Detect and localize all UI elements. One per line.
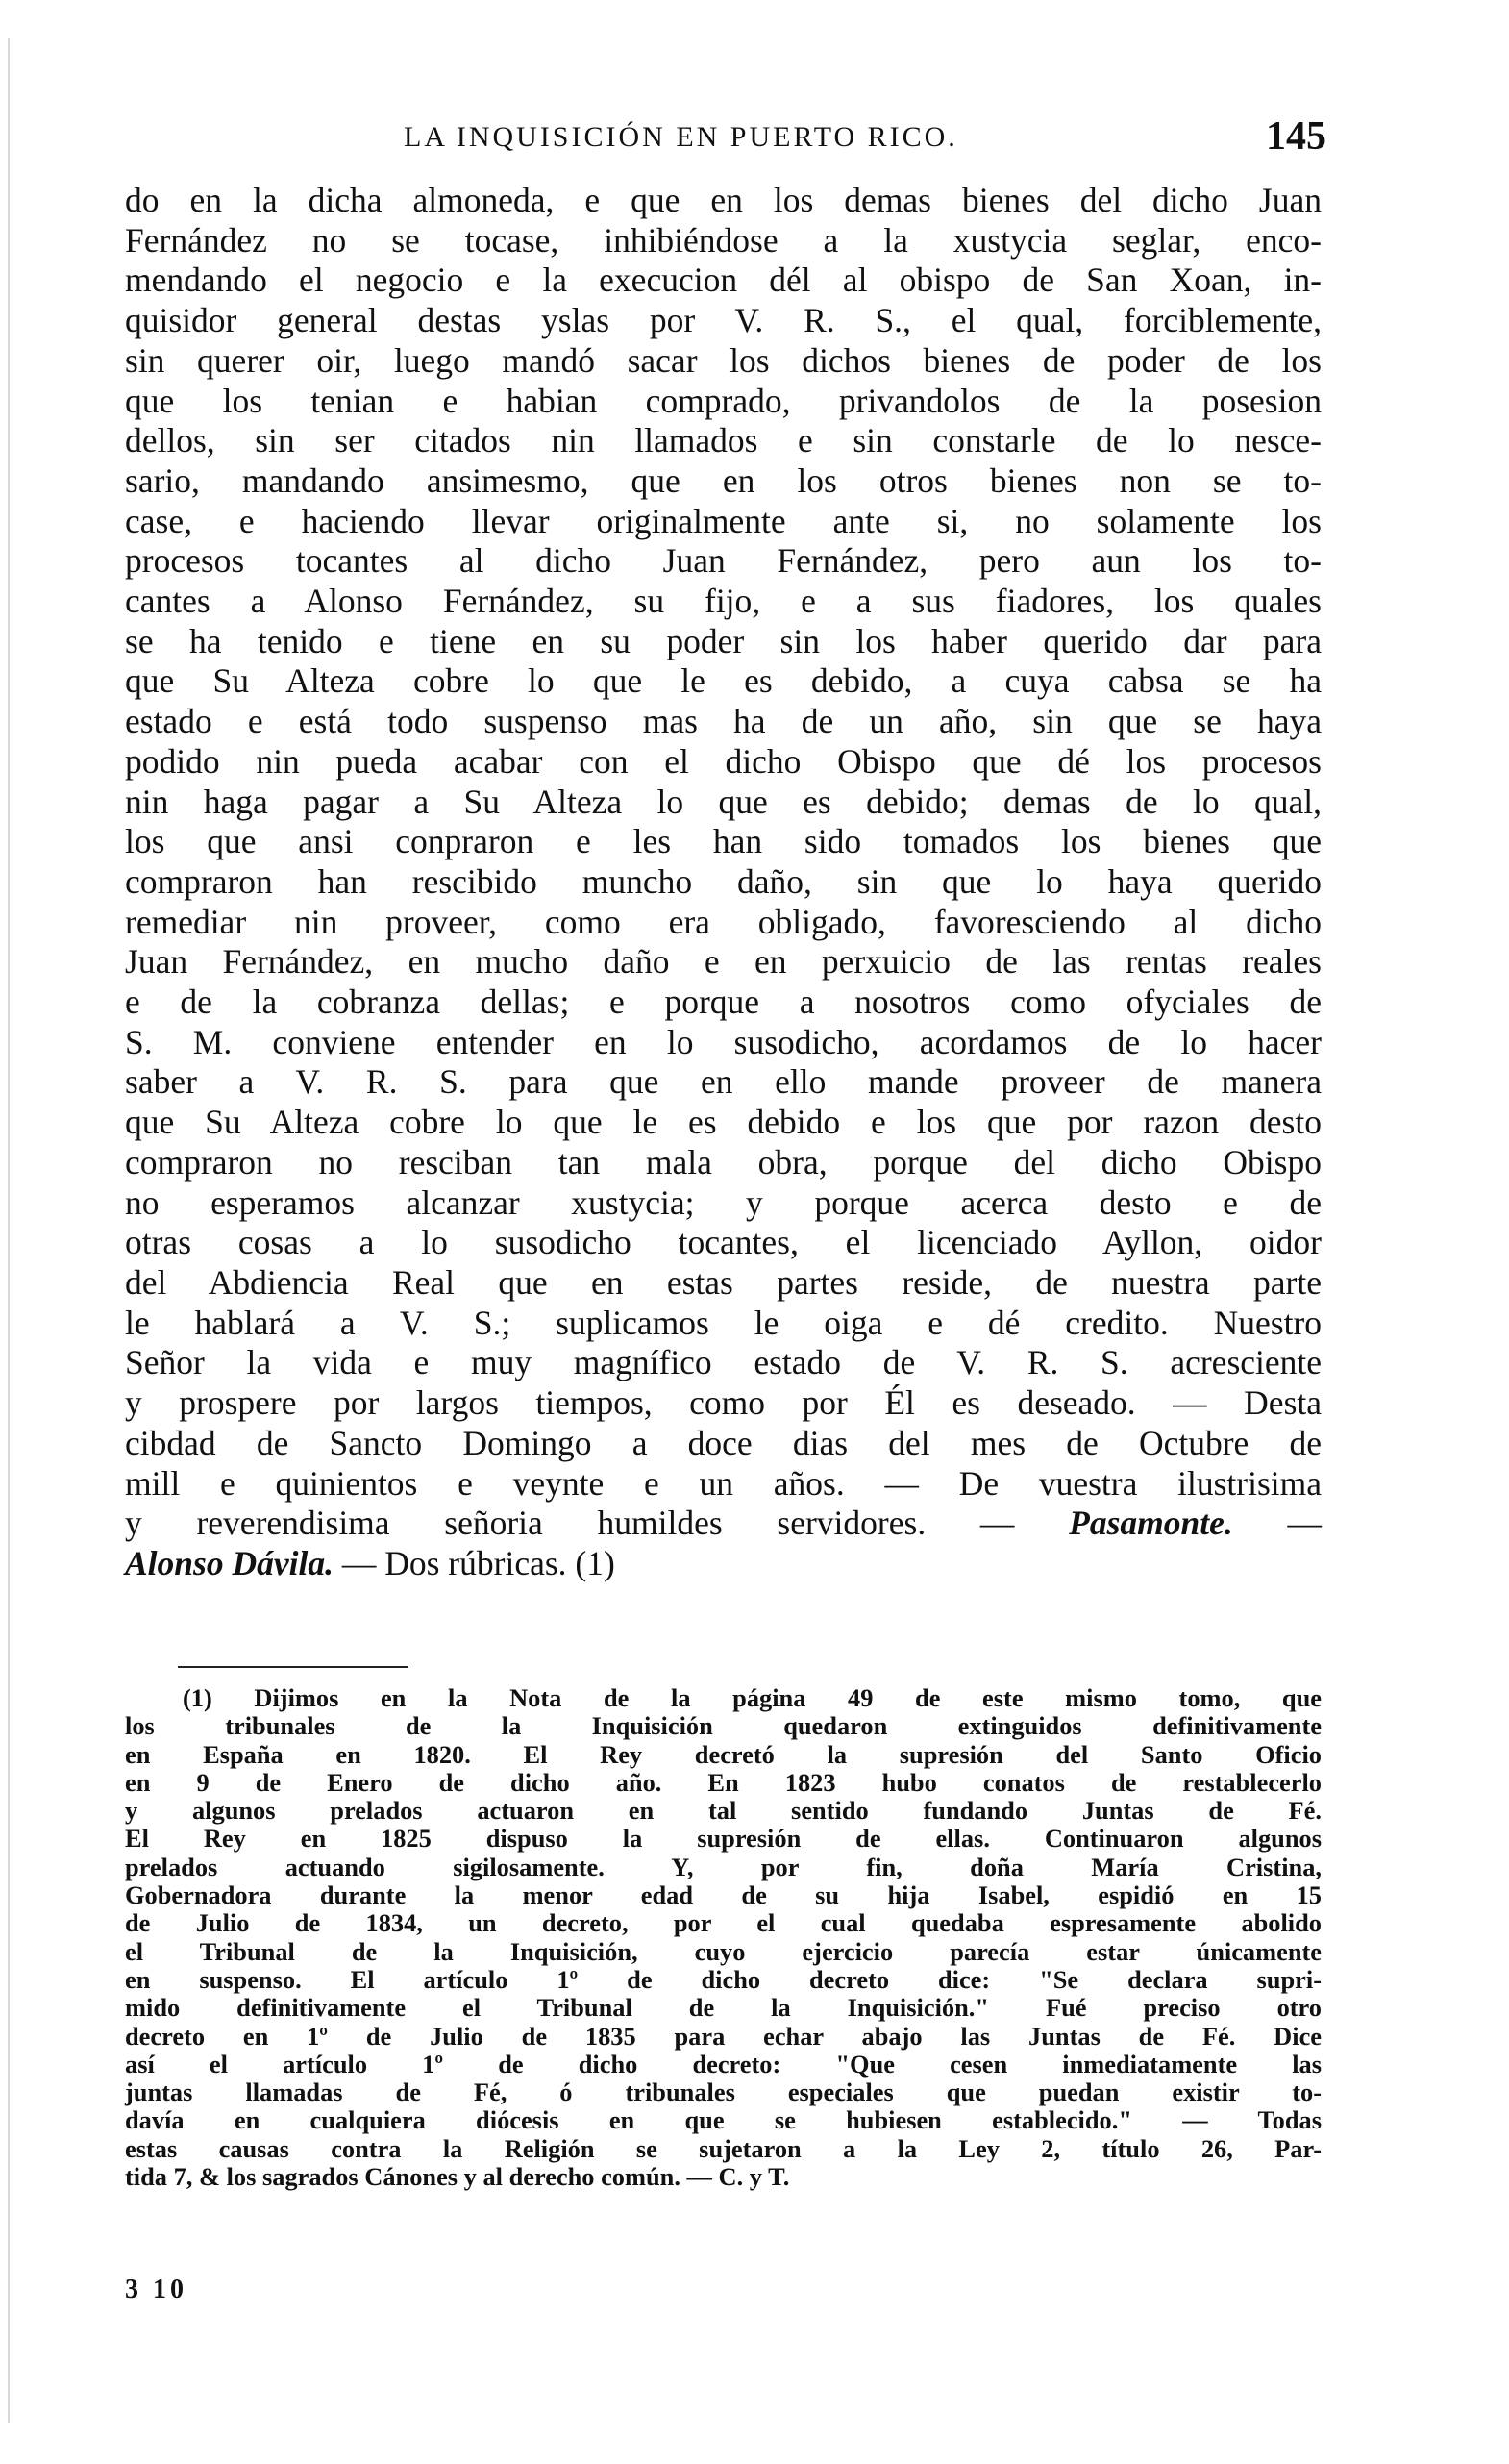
footnote-line: los tribunales de la Inquisición quedaron extinguidos definitivamente xyxy=(125,1711,1322,1741)
text-line: que Su Alteza cobre lo que le es debido, a cuya cabsa se ha xyxy=(125,661,1322,701)
text-line: case, e haciendo llevar originalmente ante si, no solamente los xyxy=(125,501,1322,540)
text-fragment: — xyxy=(1232,1504,1322,1543)
text-line: otras cosas a lo susodicho tocantes, el licenciado Ayllon, oidor xyxy=(125,1223,1322,1262)
text-line: no esperamos alcanzar xustycia; y porque acerca desto e de xyxy=(125,1182,1322,1222)
text-line: mill e quinientos e veynte e un años. — De vuestra ilustrisima xyxy=(125,1463,1322,1503)
signature-name: Alonso Dávila. xyxy=(125,1543,334,1582)
text-line: le hablará a V. S.; suplicamos le oiga e dé credito. Nuestro xyxy=(125,1303,1322,1342)
footnote-line: El Rey en 1825 dispuso la supresión de ellas. Continuaron algunos xyxy=(125,1824,1322,1854)
text-line: cibdad de Sancto Domingo a doce dias del mes de Octubre de xyxy=(125,1423,1322,1462)
footnote-line: prelados actuando sigilosamente. Y, por fin, doña María Cristina, xyxy=(125,1852,1322,1881)
text-line: remediar nin proveer, como era obligado, favoresciendo al dicho xyxy=(125,902,1322,941)
footnote-block xyxy=(125,1684,1322,2191)
footnote-line: (1) Dijimos en la Nota de la página 49 de este mismo tomo, que xyxy=(183,1683,1322,1712)
footnote-line: de Julio de 1834, un decreto, por el cual quedaba espresamente abolido xyxy=(125,1908,1322,1938)
text-line: mendando el negocio e la execucion dél al obispo de San Xoan, in- xyxy=(125,261,1322,300)
text-line: los que ansi conpraron e les han sido tomados los bienes que xyxy=(125,822,1322,861)
text-line xyxy=(125,1504,1322,1544)
footnote-line: en España en 1820. El Rey decretó la supresión del Santo Oficio xyxy=(125,1739,1322,1769)
footnote-line: mido definitivamente el Tribunal de la Inquisición." Fué preciso otro xyxy=(125,1993,1322,2023)
text-line: saber a V. R. S. para que en ello mande proveer de manera xyxy=(125,1062,1322,1102)
text-line: e de la cobranza dellas; e porque a nosotros como ofyciales de xyxy=(125,983,1322,1022)
text-fragment: y reverendisima señoria humildes servidores. — xyxy=(125,1504,1070,1543)
text-line xyxy=(125,1544,1322,1584)
footnote-separator xyxy=(178,1666,408,1668)
text-fragment: — Dos rúbricas. (1) xyxy=(333,1543,615,1582)
main-text xyxy=(125,181,1322,1584)
text-line: estado e está todo suspenso mas ha de un año, sin que se haya xyxy=(125,702,1322,741)
text-line: del Abdiencia Real que en estas partes reside, de nuestra parte xyxy=(125,1262,1322,1302)
text-line: dellos, sin ser citados nin llamados e sin constarle de lo nesce- xyxy=(125,421,1322,460)
signature-name: Pasamonte. xyxy=(1069,1504,1233,1543)
printer-signature-mark: 3 10 xyxy=(125,2275,187,2304)
running-title: LA INQUISICIÓN EN PUERTO RICO. xyxy=(404,121,958,153)
footnote-line: en suspenso. El artículo 1º de dicho decreto dice: "Se declara supri- xyxy=(125,1964,1322,1994)
page-header xyxy=(125,113,1326,162)
text-line: S. M. conviene entender en lo susodicho, acordamos de lo hacer xyxy=(125,1022,1322,1061)
footnote-line: y algunos prelados actuaron en tal sentido fundando Juntas de Fé. xyxy=(125,1796,1322,1826)
text-line: do en la dicha almoneda, e que en los demas bienes del dicho Juan xyxy=(125,181,1322,219)
footnote-line: Gobernadora durante la menor edad de su hija Isabel, espidió en 15 xyxy=(125,1880,1322,1910)
footnote-line: así el artículo 1º de dicho decreto: "Que cesen inmediatamente las xyxy=(125,2049,1322,2078)
page-edge-line xyxy=(8,38,10,2423)
text-line: Fernández no se tocase, inhibiéndose a la xustycia seglar, enco- xyxy=(125,220,1322,260)
text-line: Juan Fernández, en mucho daño e en perxuicio de las rentas reales xyxy=(125,942,1322,982)
text-line: nin haga pagar a Su Alteza lo que es debido; demas de lo qual, xyxy=(125,782,1322,821)
text-line: Señor la vida e muy magnífico estado de V. R. S. acresciente xyxy=(125,1343,1322,1382)
text-line: compraron han rescibido muncho daño, sin que lo haya querido xyxy=(125,861,1322,901)
text-line: que Su Alteza cobre lo que le es debido e los que por razon desto xyxy=(125,1103,1322,1142)
text-line: procesos tocantes al dicho Juan Fernández, pero aun los to- xyxy=(125,541,1322,581)
footnote-line: decreto en 1º de Julio de 1835 para echar abajo las Juntas de Fé. Dice xyxy=(125,2021,1322,2051)
footnote-line: davía en cualquiera diócesis en que se hubiesen establecido." — Todas xyxy=(125,2105,1322,2135)
text-line: podido nin pueda acabar con el dicho Obispo que dé los procesos xyxy=(125,741,1322,781)
footnote-line: estas causas contra la Religión se sujetaron a la Ley 2, título 26, Par- xyxy=(125,2133,1322,2163)
text-line: sin querer oir, luego mandó sacar los dichos bienes de poder de los xyxy=(125,340,1322,380)
text-line: cantes a Alonso Fernández, su fijo, e a sus fiadores, los quales xyxy=(125,582,1322,621)
page-number: 145 xyxy=(1266,114,1326,159)
footnote-line: tida 7, & los sagrados Cánones y al derecho común. — C. y T. xyxy=(125,2162,790,2192)
text-line: quisidor general destas yslas por V. R. S., el qual, forciblemente, xyxy=(125,301,1322,340)
footnote-line: en 9 de Enero de dicho año. En 1823 hubo conatos de restablecerlo xyxy=(125,1767,1322,1797)
text-line: que los tenian e habian comprado, privandolos de la posesion xyxy=(125,381,1322,420)
text-line: se ha tenido e tiene en su poder sin los haber querido dar para xyxy=(125,621,1322,660)
footnote-line: el Tribunal de la Inquisición, cuyo ejercicio parecía estar únicamente xyxy=(125,1936,1322,1966)
footnote-line: juntas llamadas de Fé, ó tribunales especiales que puedan existir to- xyxy=(125,2078,1322,2107)
text-line: compraron no resciban tan mala obra, porque del dicho Obispo xyxy=(125,1142,1322,1182)
text-line: sario, mandando ansimesmo, que en los otros bienes non se to- xyxy=(125,460,1322,500)
text-line: y prospere por largos tiempos, como por Él es deseado. — Desta xyxy=(125,1383,1322,1423)
